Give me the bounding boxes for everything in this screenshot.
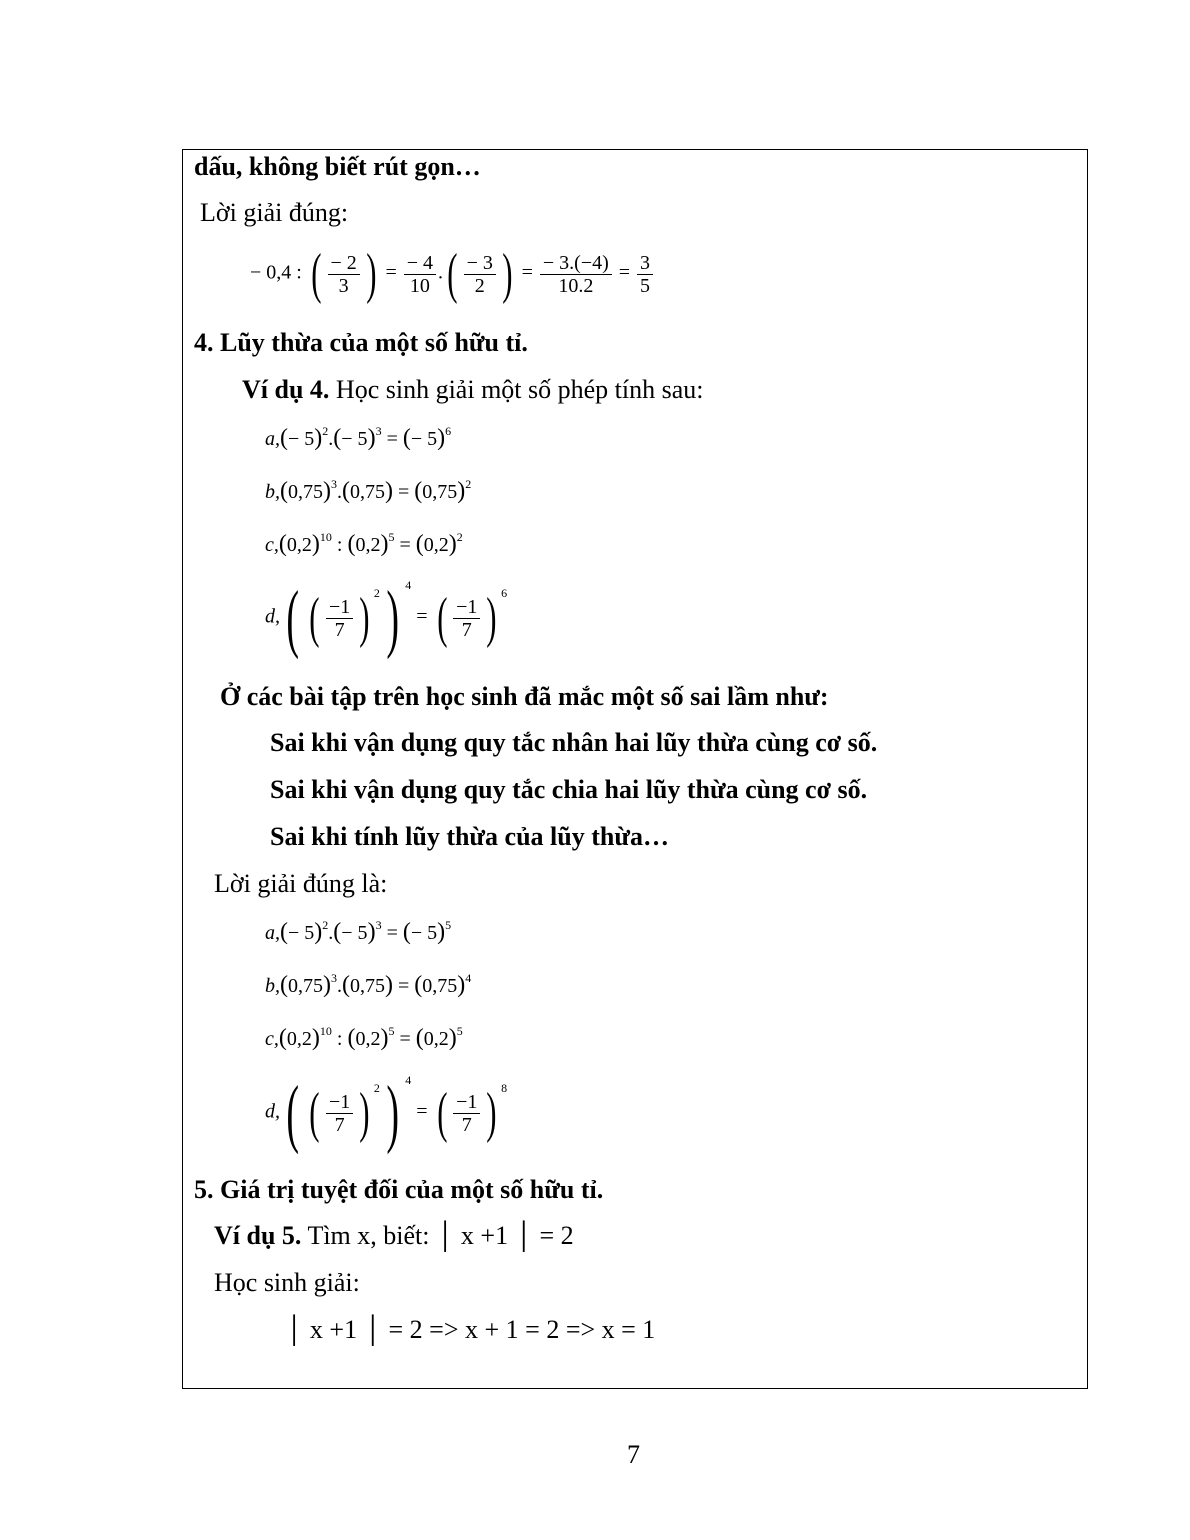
right-a-base-3: − 5	[410, 922, 438, 944]
example-5	[214, 1221, 574, 1251]
right-d-den-1: 7	[334, 1113, 345, 1136]
eq1-f3-den: 2	[474, 274, 485, 297]
eq1-f2-num: − 4	[404, 252, 436, 275]
mistakes-title: Ở các bài tập trên học sinh đã mắc một số sai lầm như:	[220, 682, 829, 711]
wrong-b-prefix: b,	[265, 481, 280, 503]
right-d-exp-result: 8	[501, 1080, 508, 1095]
eq1-equals-3: =	[618, 261, 631, 284]
example-5-label: Ví dụ 5.	[214, 1221, 302, 1250]
right-d-exp-inner: 2	[373, 1080, 380, 1095]
wrong-b-base-1: 0,75	[288, 481, 323, 503]
wrong-d-prefix: d,	[265, 605, 280, 628]
wrong-d-exp-outer: 4	[405, 577, 412, 592]
right-b-exp-result: 4	[465, 971, 472, 985]
eq1-dot: .	[438, 261, 443, 284]
wrong-c-base-2: 0,2	[355, 534, 381, 556]
eq1-f4-den: 10.2	[558, 274, 594, 297]
wrong-a-base-2: − 5	[341, 428, 368, 450]
example-4	[242, 375, 704, 405]
right-b-exp-1: 3	[331, 971, 337, 985]
eq1-f5-den: 5	[640, 274, 651, 297]
eq1-equals-1: =	[385, 261, 397, 284]
right-d-num-2: −1	[453, 1091, 480, 1114]
mistake-item: Sai khi tính lũy thừa của lũy thừa…	[270, 822, 669, 851]
eq1-f4-num: − 3.(−4)	[540, 252, 612, 275]
right-d-num-1: −1	[326, 1091, 353, 1114]
right-a-base-1: − 5	[288, 922, 315, 944]
correct-solution-label-1: Lời giải đúng:	[200, 198, 349, 227]
mistake-item: Sai khi vận dụng quy tắc nhân hai lũy thừa cùng cơ số.	[270, 728, 878, 757]
right-a-exp-1: 2	[322, 918, 329, 932]
wrong-d-den-1: 7	[334, 618, 345, 641]
right-c-prefix: c,	[265, 1028, 279, 1050]
right-b-prefix: b,	[265, 975, 280, 997]
wrong-d-den-2: 7	[461, 618, 472, 641]
right-c-exp-result: 5	[456, 1024, 463, 1038]
right-c: $c,(0,2)^{10}$ : $(0,2)^5 = (0,2)^5$	[265, 1024, 463, 1051]
right-c-base-2: 0,2	[355, 1028, 381, 1050]
right-d: d,( ( $\frac{-1}{7}$ ) $^2$) $^4$ = ( $\frac{-1}{7}$ ) $^8$	[265, 1071, 508, 1155]
right-a-exp-result: 5	[445, 918, 452, 932]
right-b: $b,(0,75)^3.(0,75) = (0,75)^4$	[265, 971, 472, 998]
example-5-text: Tìm x, biết: │ x +1 │ = 2	[301, 1221, 574, 1250]
wrong-d-num-1: −1	[326, 596, 353, 619]
section-5-title: 5. Giá trị tuyệt đối của một số hữu tỉ.	[194, 1175, 604, 1204]
wrong-c-base-3: 0,2	[423, 534, 449, 556]
wrong-c-base-1: 0,2	[286, 534, 312, 556]
right-a-prefix: a,	[265, 922, 280, 944]
wrong-d-exp-result: 6	[501, 585, 508, 600]
wrong-a: $a,(- 5)^2.(- 5)^3$ = (− 5)$^6$	[265, 424, 452, 451]
intro-text: dấu, không biết rút gọn…	[194, 152, 481, 181]
right-d-den-2: 7	[461, 1113, 472, 1136]
wrong-c: $c,(0,2)^{10}$ : $(0,2)^5 = (0,2)^2$	[265, 530, 463, 557]
eq1-f1-den: 3	[338, 274, 349, 297]
wrong-c-prefix: c,	[265, 534, 279, 556]
section-4-title: 4. Lũy thừa của một số hữu tỉ.	[194, 328, 528, 357]
right-c-exp-1: 10	[319, 1024, 332, 1038]
student-solution: │ x +1 │ = 2 => x + 1 = 2 => x = 1	[285, 1315, 656, 1344]
right-c-base-3: 0,2	[423, 1028, 449, 1050]
wrong-a-exp-2: 3	[375, 424, 382, 438]
wrong-a-exp-1: 2	[322, 424, 329, 438]
right-c-base-1: 0,2	[286, 1028, 312, 1050]
wrong-c-exp-1: 10	[319, 530, 332, 544]
example-4-label: Ví dụ 4.	[242, 375, 330, 404]
wrong-c-exp-result: 2	[456, 530, 463, 544]
correct-solution-label-2: Lời giải đúng là:	[214, 869, 388, 898]
eq1-f1-num: − 2	[328, 252, 360, 275]
student-solution-label: Học sinh giải:	[214, 1268, 360, 1297]
right-a: $a,(- 5)^2.(- 5)^3$ = (− 5)$^5$	[265, 918, 452, 945]
wrong-d-exp-inner: 2	[373, 585, 380, 600]
right-a-base-2: − 5	[341, 922, 368, 944]
wrong-a-exp-result: 6	[445, 424, 452, 438]
equation-division: − 0,4 : ( $\frac{- 2}{3}$ ) = $\frac{- 4}{10}$ .( $\frac{- 3}{2}$ ) = $\frac{- 3.(-4)}{10.2}$ = $\frac{3}{5}$	[250, 246, 655, 302]
wrong-b-base-2: 0,75	[350, 481, 385, 503]
example-4-text: Học sinh giải một số phép tính sau:	[329, 375, 704, 404]
eq1-f2-den: 10	[409, 274, 430, 297]
wrong-b-base-3: 0,75	[422, 481, 458, 503]
right-c-exp-2: 5	[388, 1024, 395, 1038]
eq1-f5-num: 3	[637, 252, 653, 275]
wrong-b: $b,(0,75)^3.(0,75) = (0,75)^2$	[265, 477, 472, 504]
wrong-a-base-1: − 5	[288, 428, 315, 450]
wrong-d-num-2: −1	[453, 596, 480, 619]
right-b-base-1: 0,75	[288, 975, 323, 997]
wrong-d: d,( ( $\frac{-1}{7}$ ) $^2$) $^4$ = ( $\frac{-1}{7}$ ) $^6$	[265, 576, 508, 660]
wrong-a-base-3: − 5	[410, 428, 438, 450]
wrong-b-exp-1: 3	[331, 477, 337, 491]
wrong-c-exp-2: 5	[388, 530, 395, 544]
eq1-f3-num: − 3	[464, 252, 496, 275]
right-b-base-3: 0,75	[422, 975, 458, 997]
right-a-exp-2: 3	[375, 918, 382, 932]
right-d-prefix: d,	[265, 1100, 280, 1123]
wrong-b-exp-result: 2	[465, 477, 472, 491]
right-d-exp-outer: 4	[405, 1072, 412, 1087]
eq1-equals-2: =	[521, 261, 533, 284]
eq1-lead: − 0,4 :	[250, 261, 302, 284]
mistake-item: Sai khi vận dụng quy tắc chia hai lũy thừa cùng cơ số.	[270, 775, 868, 804]
wrong-a-prefix: a,	[265, 428, 280, 450]
page-number: 7	[627, 1440, 640, 1469]
right-b-base-2: 0,75	[350, 975, 385, 997]
